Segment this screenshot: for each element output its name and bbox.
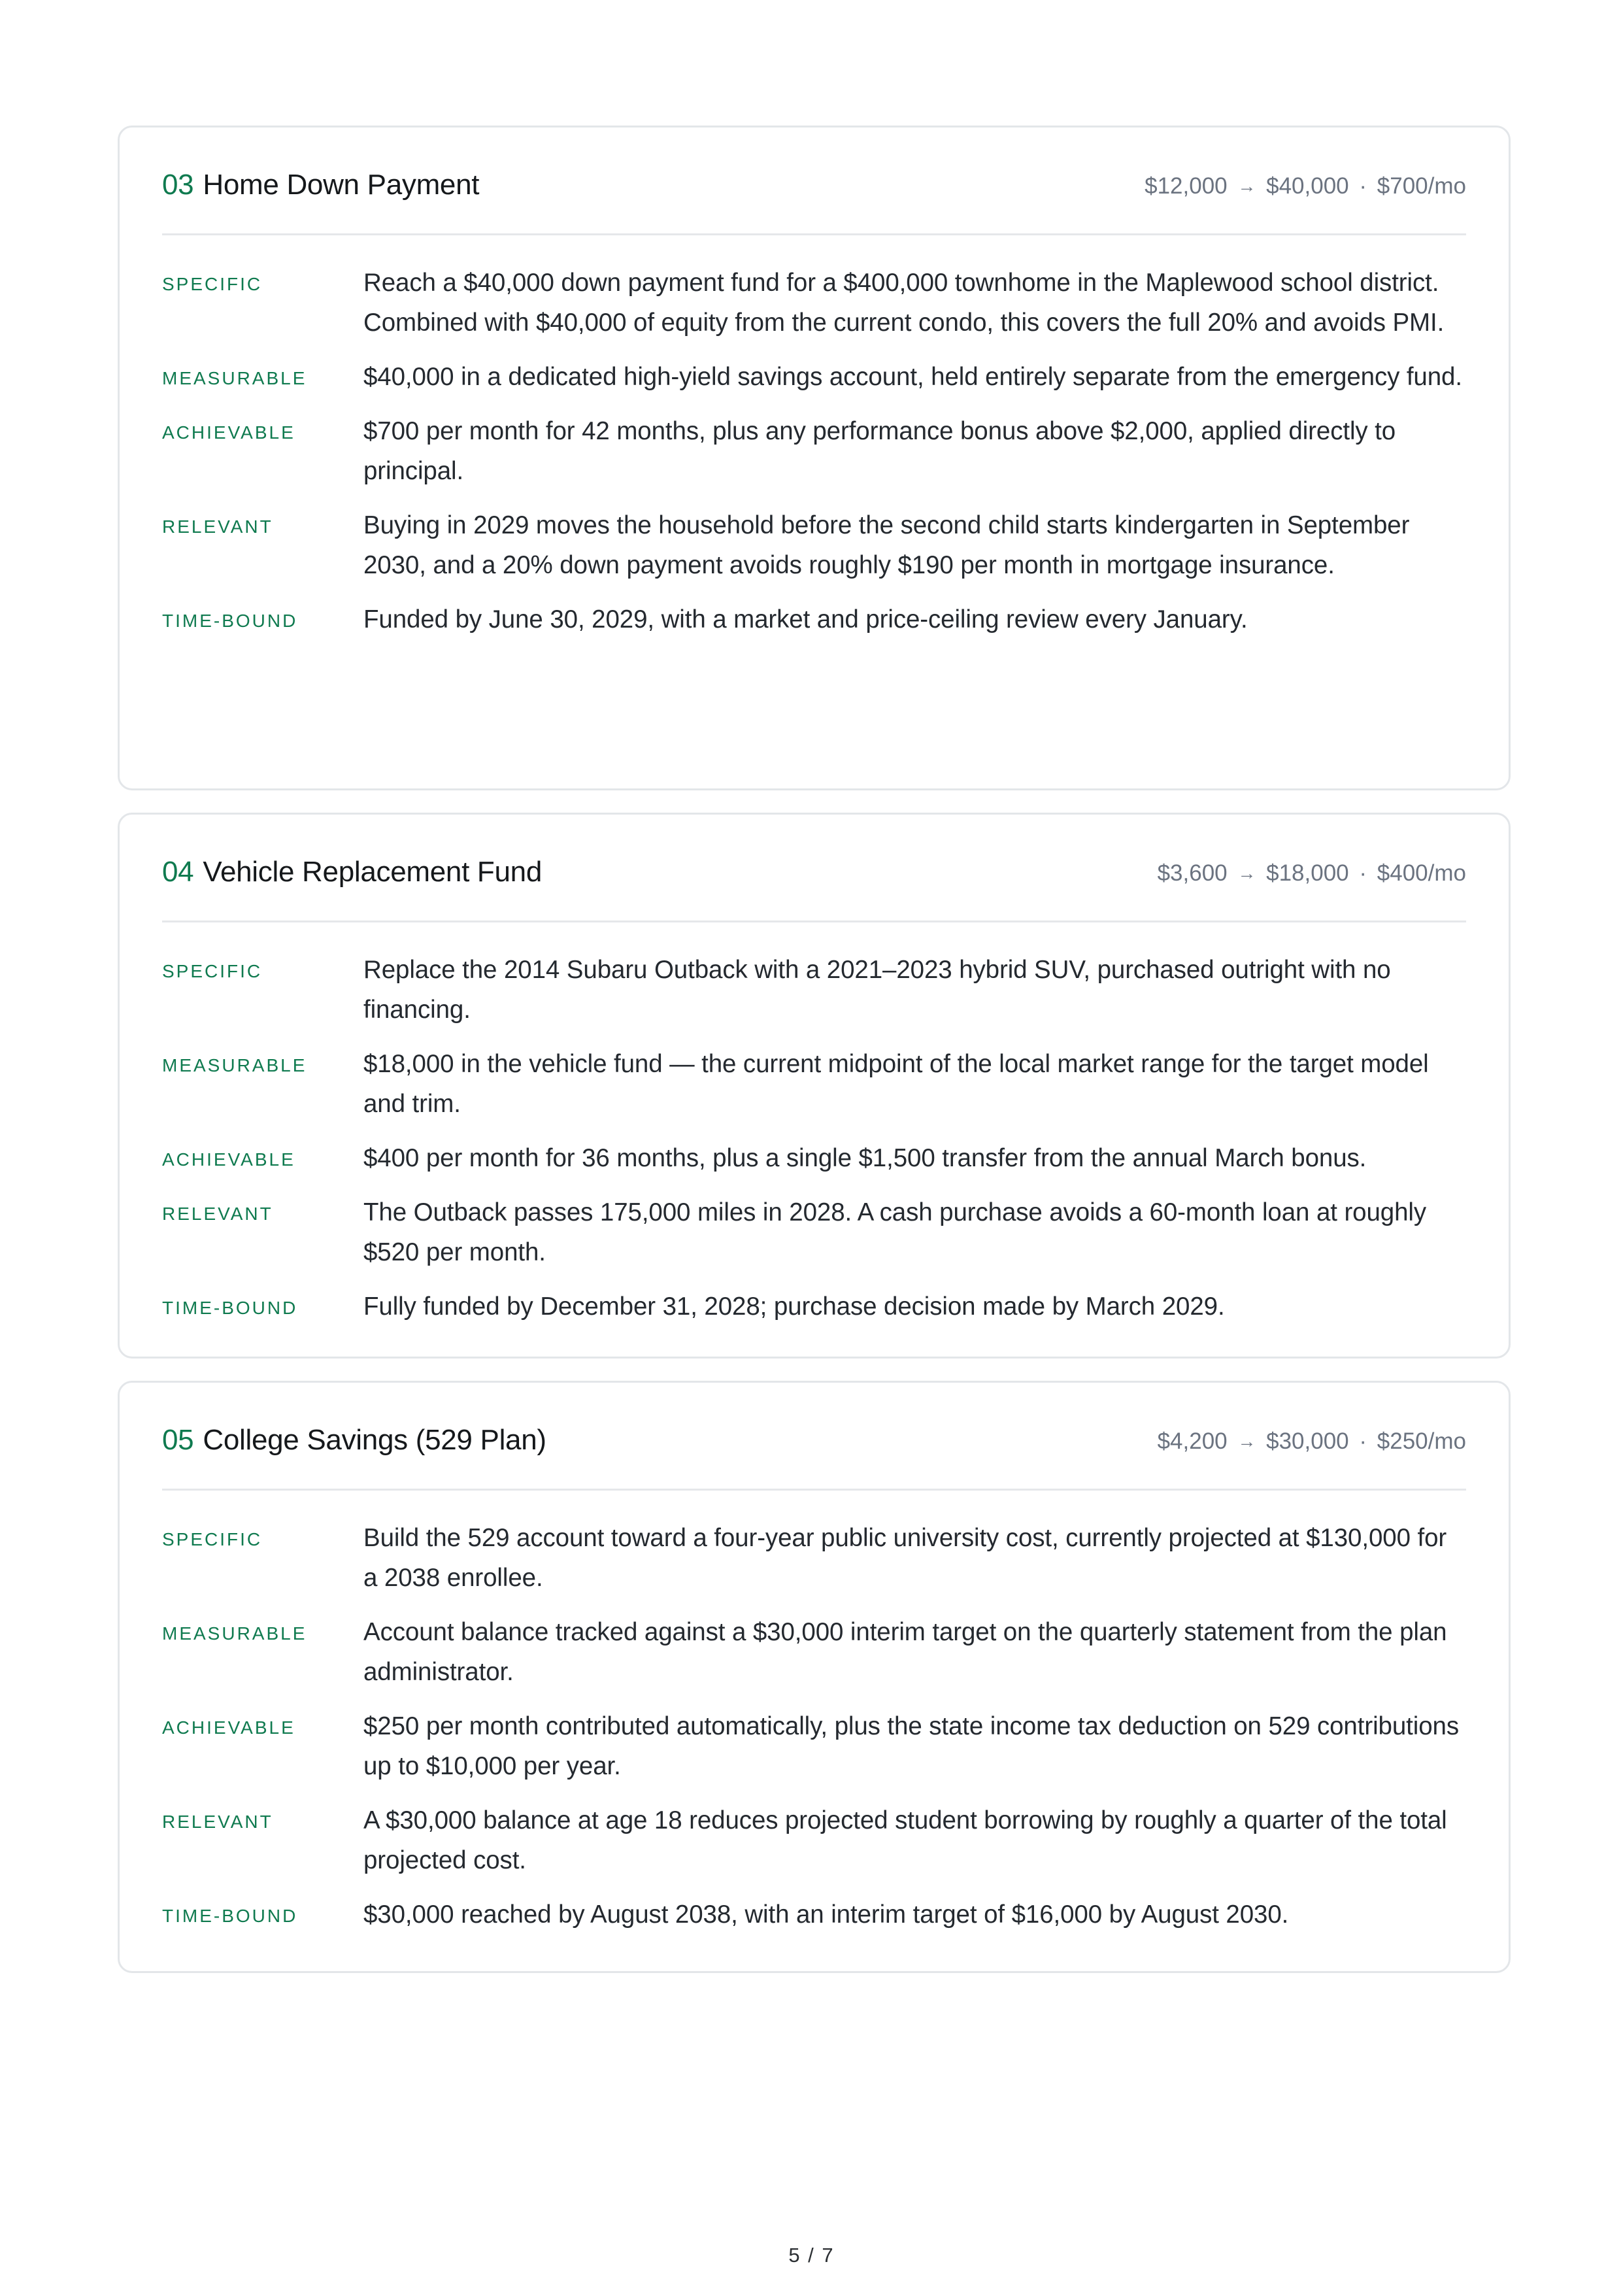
- goal-title: [162, 856, 542, 888]
- criteria-label: SPECIFIC: [162, 1529, 263, 1549]
- goal-name: College Savings (529 Plan): [203, 1424, 546, 1456]
- arrow-right-icon: →: [1237, 176, 1256, 196]
- goal-name: Home Down Payment: [203, 169, 480, 201]
- goal-card-home-down-payment: [118, 126, 1511, 790]
- criteria-label: RELEVANT: [162, 1812, 273, 1832]
- criteria-text: Reach a $40,000 down payment fund for a $400,000 townhome in the Maplewood school district. Combined with $40,000 of equity from the current condo, this covers the full 20% and avoids PMI.: [363, 269, 1445, 337]
- criteria-text: A $30,000 balance at age 18 reduces projected student borrowing by roughly a quarter of the total projected cost.: [363, 1806, 1447, 1874]
- goal-card-header: [162, 1383, 1466, 1491]
- goal-progress-summary: [1158, 1428, 1466, 1455]
- criteria-label: MEASURABLE: [162, 368, 307, 388]
- criteria-text: $250 per month contributed automatically, plus the state income tax deduction on 529 contributions up to $10,000 per year.: [363, 1712, 1459, 1780]
- goal-target-amount: $40,000: [1266, 173, 1349, 199]
- criteria-row-measurable: [162, 1612, 1466, 1692]
- criteria-text: The Outback passes 175,000 miles in 2028. A cash purchase avoids a 60-month loan at roughly $520 per month.: [363, 1198, 1427, 1266]
- criteria-label: RELEVANT: [162, 1204, 273, 1224]
- criteria-label: ACHIEVABLE: [162, 1149, 295, 1170]
- criteria-label: ACHIEVABLE: [162, 422, 295, 443]
- goal-card-college-savings: [118, 1381, 1511, 1973]
- goal-number: 05: [162, 1424, 194, 1456]
- goal-progress-summary: [1158, 860, 1466, 886]
- separator-dot: ·: [1359, 1428, 1367, 1454]
- separator-dot: ·: [1359, 860, 1367, 886]
- criteria-row-relevant: [162, 1800, 1466, 1880]
- goal-current-amount: $12,000: [1145, 173, 1228, 199]
- goal-title: [162, 1424, 546, 1457]
- criteria-text: $40,000 in a dedicated high-yield savings account, held entirely separate from the emergency fund.: [363, 363, 1462, 391]
- criteria-label: MEASURABLE: [162, 1623, 307, 1644]
- goal-name: Vehicle Replacement Fund: [203, 856, 543, 888]
- criteria-text: Funded by June 30, 2029, with a market and price-ceiling review every January.: [363, 605, 1248, 633]
- criteria-text: Fully funded by December 31, 2028; purchase decision made by March 2029.: [363, 1292, 1225, 1321]
- separator-dot: ·: [1359, 173, 1367, 199]
- criteria-label: SPECIFIC: [162, 274, 263, 294]
- criteria-row-achievable: [162, 411, 1466, 491]
- arrow-right-icon: →: [1237, 1431, 1256, 1451]
- criteria-label: SPECIFIC: [162, 961, 263, 981]
- goal-card-header: [162, 127, 1466, 235]
- goal-card-header: [162, 815, 1466, 922]
- criteria-row-achievable: [162, 1706, 1466, 1786]
- criteria-text: $700 per month for 42 months, plus any performance bonus above $2,000, applied directly to principal.: [363, 417, 1396, 485]
- criteria-label: TIME-BOUND: [162, 1906, 298, 1926]
- goal-progress-summary: [1145, 173, 1466, 199]
- arrow-right-icon: →: [1237, 863, 1256, 883]
- criteria-row-specific: [162, 1518, 1466, 1598]
- criteria-row-relevant: [162, 505, 1466, 585]
- criteria-text: $18,000 in the vehicle fund — the current midpoint of the local market range for the target model and trim.: [363, 1050, 1429, 1118]
- criteria-row-time-bound: [162, 1287, 1466, 1326]
- smart-criteria-list: [162, 922, 1466, 1326]
- page-number: 5 / 7: [788, 2244, 835, 2267]
- goal-number: 04: [162, 856, 194, 888]
- criteria-text: Build the 529 account toward a four-year public university cost, currently projected at $130,000 for a 2038 enrollee.: [363, 1524, 1447, 1592]
- criteria-row-measurable: [162, 1044, 1466, 1124]
- criteria-label: TIME-BOUND: [162, 611, 298, 631]
- criteria-text: Account balance tracked against a $30,000 interim target on the quarterly statement from the plan administrator.: [363, 1618, 1447, 1686]
- criteria-row-specific: [162, 950, 1466, 1030]
- criteria-label: MEASURABLE: [162, 1055, 307, 1075]
- goal-title: [162, 169, 479, 201]
- criteria-row-time-bound: [162, 1895, 1466, 1934]
- goal-card-vehicle-replacement-fund: [118, 813, 1511, 1359]
- goal-target-amount: $30,000: [1266, 1428, 1349, 1454]
- goal-current-amount: $4,200: [1157, 1428, 1228, 1454]
- smart-criteria-list: [162, 1491, 1466, 1934]
- goal-monthly-contribution: $700/mo: [1377, 173, 1466, 199]
- goal-current-amount: $3,600: [1157, 860, 1228, 886]
- criteria-text: $30,000 reached by August 2038, with an interim target of $16,000 by August 2030.: [363, 1900, 1289, 1929]
- smart-criteria-list: [162, 235, 1466, 639]
- criteria-label: TIME-BOUND: [162, 1298, 298, 1318]
- criteria-row-relevant: [162, 1192, 1466, 1272]
- criteria-label: RELEVANT: [162, 516, 273, 537]
- criteria-row-achievable: [162, 1138, 1466, 1178]
- criteria-text: Replace the 2014 Subaru Outback with a 2021–2023 hybrid SUV, purchased outright with no financing.: [363, 956, 1391, 1024]
- criteria-text: $400 per month for 36 months, plus a single $1,500 transfer from the annual March bonus.: [363, 1144, 1367, 1172]
- criteria-text: Buying in 2029 moves the household before the second child starts kindergarten in September 2030, and a 20% down payment avoids roughly $190 per month in mortgage insurance.: [363, 511, 1410, 579]
- goal-monthly-contribution: $250/mo: [1377, 1428, 1466, 1454]
- criteria-label: ACHIEVABLE: [162, 1717, 295, 1738]
- goal-target-amount: $18,000: [1266, 860, 1349, 886]
- criteria-row-time-bound: [162, 599, 1466, 639]
- criteria-row-measurable: [162, 357, 1466, 397]
- criteria-row-specific: [162, 263, 1466, 343]
- goal-number: 03: [162, 169, 194, 201]
- goal-monthly-contribution: $400/mo: [1377, 860, 1466, 886]
